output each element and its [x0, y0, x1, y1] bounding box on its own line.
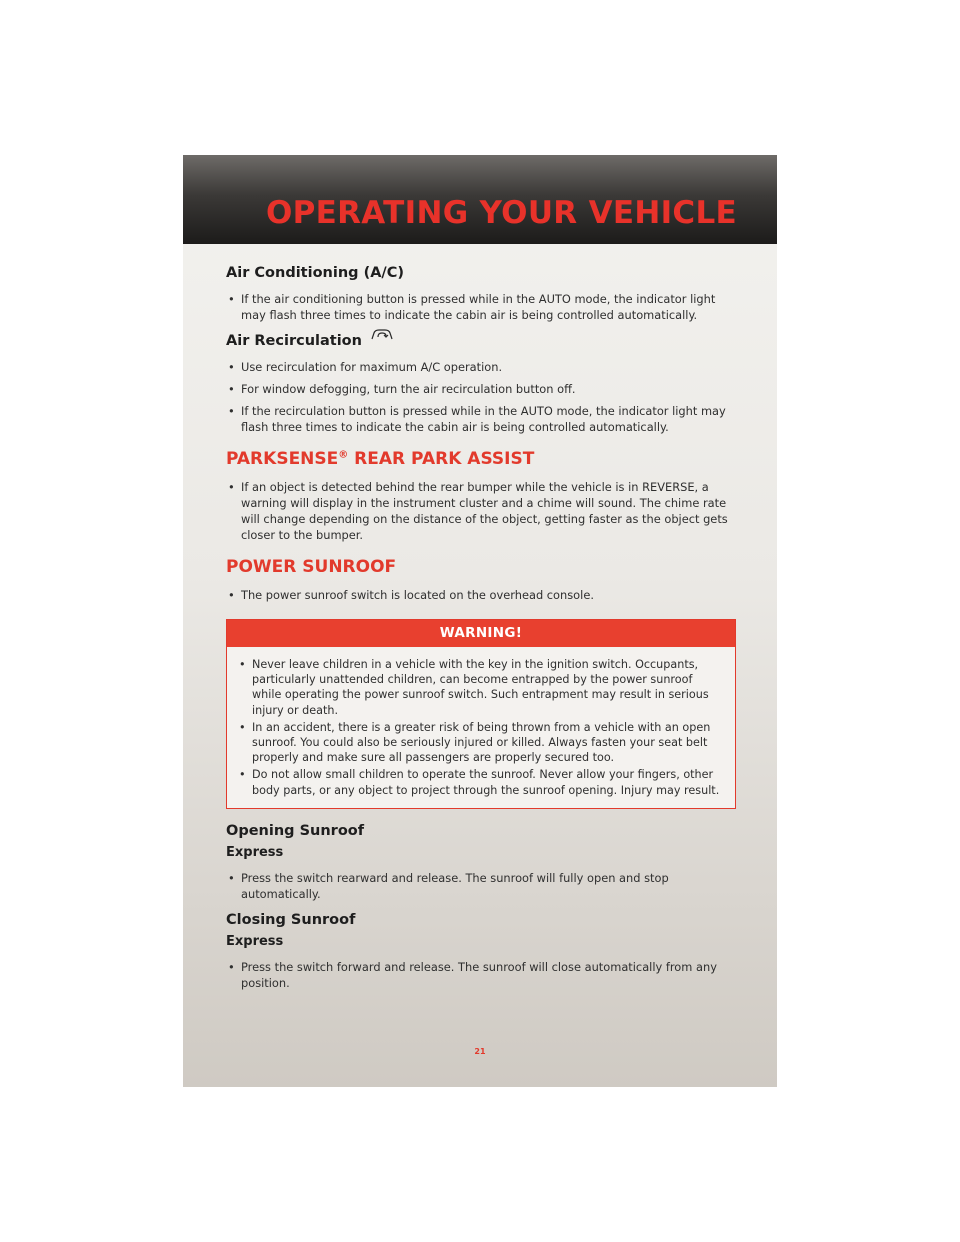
warning-box	[226, 619, 736, 809]
opening-sunroof-list	[226, 870, 734, 902]
list-item: • Press the switch rearward and release. The sunroof will fully open and stop automatically.	[226, 870, 734, 902]
list-item: • Never leave children in a vehicle with the key in the ignition switch. Occupants, particularly unattended children, can become entrapped by the power sunroof while operating the power sunroof switch. Such entrapment may result in serious injury or death.	[237, 657, 723, 718]
page-content	[226, 265, 734, 991]
opening-sunroof-subheading: Express	[226, 844, 284, 860]
air-conditioning-heading: Air Conditioning (A/C)	[226, 265, 404, 281]
parksense-list	[226, 479, 734, 543]
power-sunroof-heading: POWER SUNROOF	[226, 557, 397, 577]
power-sunroof-list	[226, 587, 734, 603]
parksense-title-main: PARKSENSE	[226, 449, 339, 469]
list-item: • For window defogging, turn the air recirculation button off.	[226, 381, 734, 397]
header-title: OPERATING YOUR VEHICLE	[265, 195, 737, 231]
opening-sunroof-heading: Opening Sunroof	[226, 822, 365, 839]
air-conditioning-list	[226, 291, 734, 323]
warning-list	[227, 647, 735, 808]
warning-title: WARNING!	[227, 620, 735, 647]
page-header	[183, 155, 777, 244]
list-item: • The power sunroof switch is located on the overhead console.	[226, 587, 734, 603]
list-item: • Do not allow small children to operate the sunroof. Never allow your fingers, other body parts, or any object to project through the sunroof opening. Injury may result.	[237, 767, 723, 797]
page-number: 21	[474, 1047, 486, 1056]
closing-sunroof-heading: Closing Sunroof	[226, 911, 356, 928]
parksense-title-rest: REAR PARK ASSIST	[348, 449, 535, 469]
list-item: • If the recirculation button is pressed while in the AUTO mode, the indicator light may flash three times to indicate the cabin air is being controlled automatically.	[226, 403, 734, 435]
closing-sunroof-list	[226, 959, 734, 991]
list-item: • In an accident, there is a greater risk of being thrown from a vehicle with an open sunroof. You could also be seriously injured or killed. Always fasten your seat belt properly and make sure all passengers are properly secured too.	[237, 720, 723, 766]
air-recirculation-heading	[226, 333, 734, 349]
recirculation-icon	[371, 327, 393, 345]
manual-page	[183, 155, 777, 1087]
air-recirculation-list	[226, 359, 734, 435]
list-item: • If an object is detected behind the rear bumper while the vehicle is in REVERSE, a warning will display in the instrument cluster and a chime will sound. The chime rate will change depending on the distance of the object, getting faster as the object gets closer to the bumper.	[226, 479, 734, 543]
list-item: • Use recirculation for maximum A/C operation.	[226, 359, 734, 375]
closing-sunroof-subheading: Express	[226, 933, 284, 949]
list-item: • If the air conditioning button is pressed while in the AUTO mode, the indicator light may flash three times to indicate the cabin air is being controlled automatically.	[226, 291, 734, 323]
air-recirculation-title: Air Recirculation	[226, 333, 362, 349]
registered-mark: ®	[338, 449, 349, 461]
parksense-heading	[226, 449, 734, 469]
list-item: • Press the switch forward and release. The sunroof will close automatically from any position.	[226, 959, 734, 991]
